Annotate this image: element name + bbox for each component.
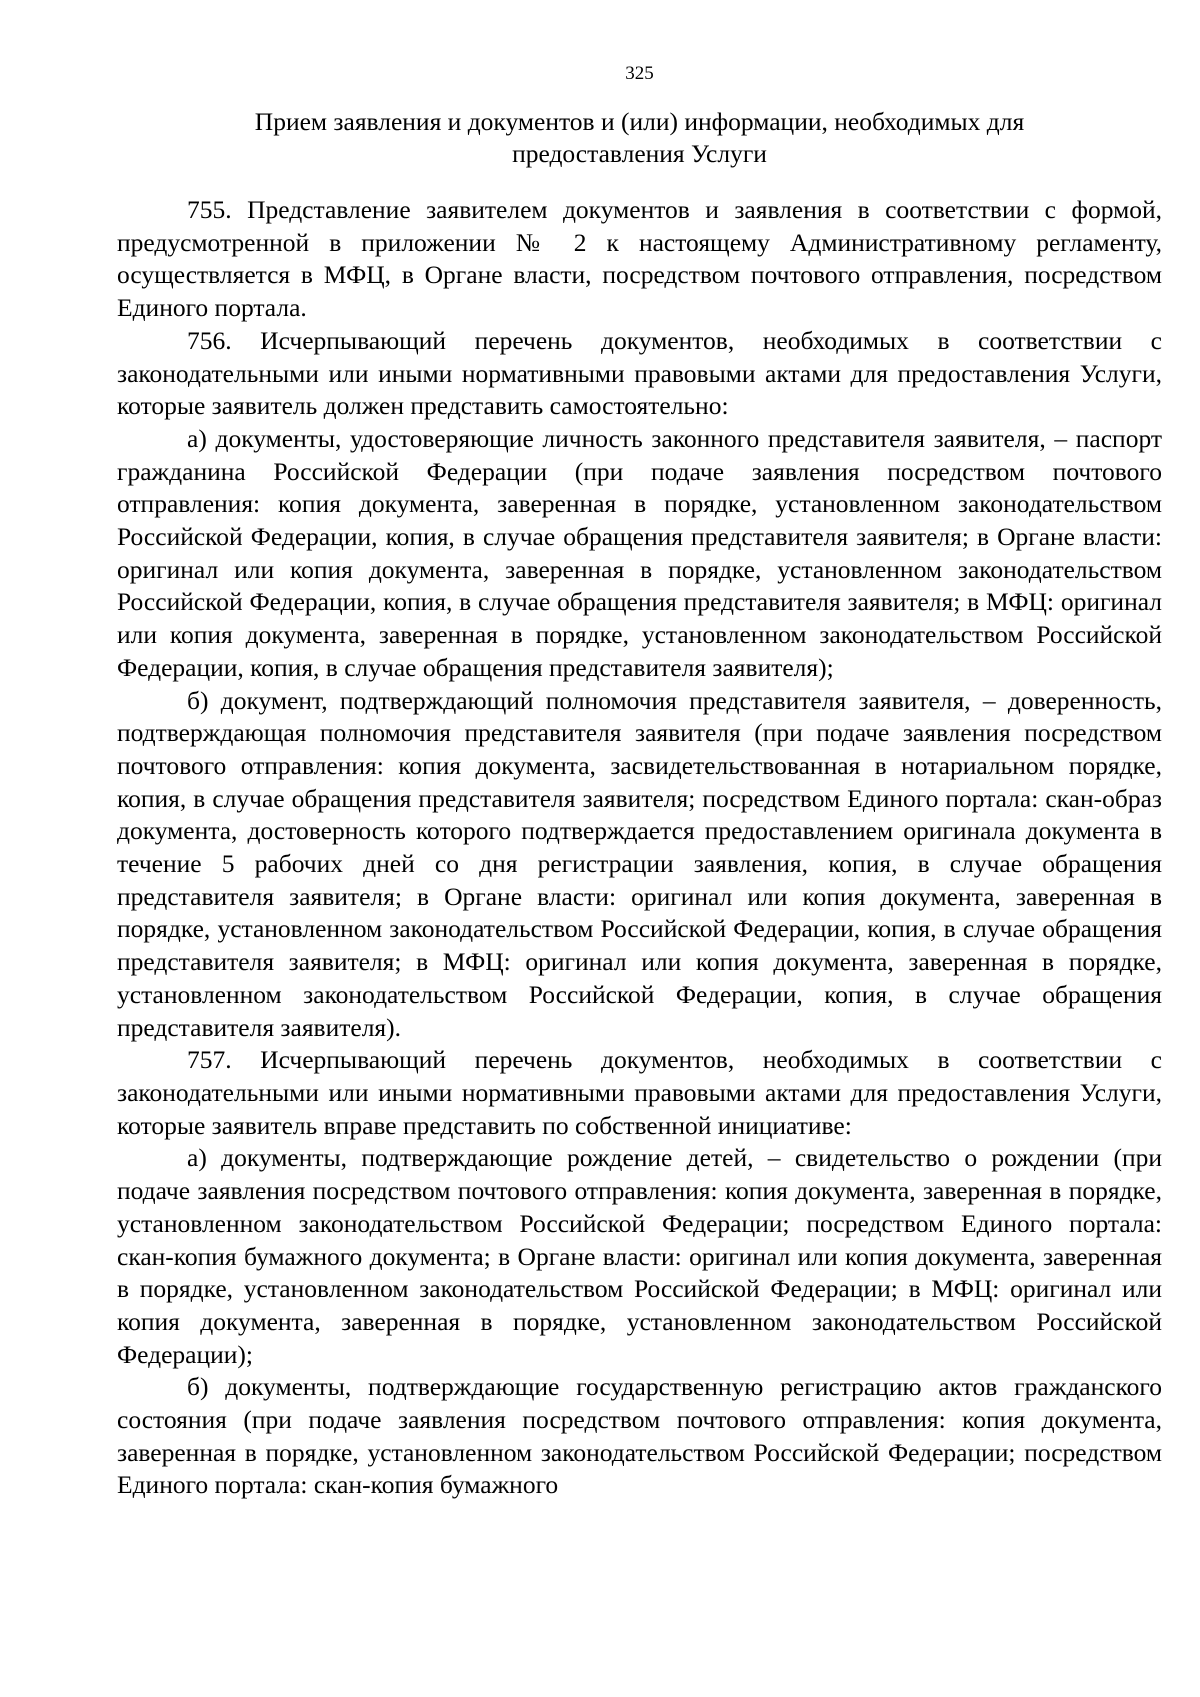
paragraph-756: 756. Исчерпывающий перечень документов, необходимых в соответствии с законодательными или иными нормативными правовыми актами для предоставления Услуги, которые заявитель должен представить самостоятельно: — [117, 325, 1162, 421]
paragraph-757-a: а) документы, подтверждающие рождение детей, – свидетельство о рождении (при подаче заявления посредством почтового отправления: копия документа, заверенная в порядке, установленном законодательством Российской Федерации; посредством Единого портала: скан-копия бумажного документа; в Органе власти: оригинал или копия документа, заверенная в порядке, установленном законодательством Российской Федерации; в МФЦ: оригинал или копия документа, заверенная в порядке, установленном законодательством Российской Федерации); — [117, 1143, 1162, 1369]
page-number: 325 — [625, 63, 654, 84]
paragraph-757-b: б) документы, подтверждающие государственную регистрацию актов гражданского состояния (при подаче заявления посредством почтового отправления: копия документа, заверенная в порядке, установленном законодательством Российской Федерации; посредством Единого портала: скан-копия бумажного — [117, 1372, 1162, 1500]
section-heading — [117, 106, 1162, 170]
paragraph-755: 755. Представление заявителем документов и заявления в соответствии с формой, предусмотренной в приложении № 2 к настоящему Административному регламенту, осуществляется в МФЦ, в Органе власти, посредством почтового отправления, посредством Единого портала. — [117, 195, 1162, 323]
paragraph-756-a: а) документы, удостоверяющие личность законного представителя заявителя, – паспорт гражданина Российской Федерации (при подаче заявления посредством почтового отправления: копия документа, заверенная в порядке, установленном законодательством Российской Федерации, копия, в случае обращения представителя заявителя; в Органе власти: оригинал или копия документа, заверенная в порядке, установленном законодательством Российской Федерации, копия, в случае обращения представителя заявителя; в МФЦ: оригинал или копия документа, заверенная в порядке, установленном законодательством Российской Федерации, копия, в случае обращения представителя заявителя); — [117, 423, 1162, 682]
paragraph-756-b: б) документ, подтверждающий полномочия представителя заявителя, – доверенность, подтверждающая полномочия представителя заявителя (при подаче заявления посредством почтового отправления: копия документа, засвидетельствованная в нотариальном порядке, копия, в случае обращения представителя заявителя; посредством Единого портала: скан-образ документа, достоверность которого подтверждается предоставлением оригинала документа в течение 5 рабочих дней со дня регистрации заявления, копия, в случае обращения представителя заявителя; в Органе власти: оригинал или копия документа, заверенная в порядке, установленном законодательством Российской Федерации, копия, в случае обращения представителя заявителя; в МФЦ: оригинал или копия документа, заверенная в порядке, установленном законодательством Российской Федерации, копия, в случае обращения представителя заявителя). — [117, 685, 1162, 1042]
paragraph-757: 757. Исчерпывающий перечень документов, необходимых в соответствии с законодательными или иными нормативными правовыми актами для предоставления Услуги, которые заявитель вправе представить по собственной инициативе: — [117, 1045, 1162, 1140]
section-heading-line-1: Прием заявления и документов и (или) информации, необходимых для — [254, 107, 1025, 136]
document-page — [117, 62, 1162, 1502]
section-heading-line-2: предоставления Услуги — [512, 139, 767, 168]
